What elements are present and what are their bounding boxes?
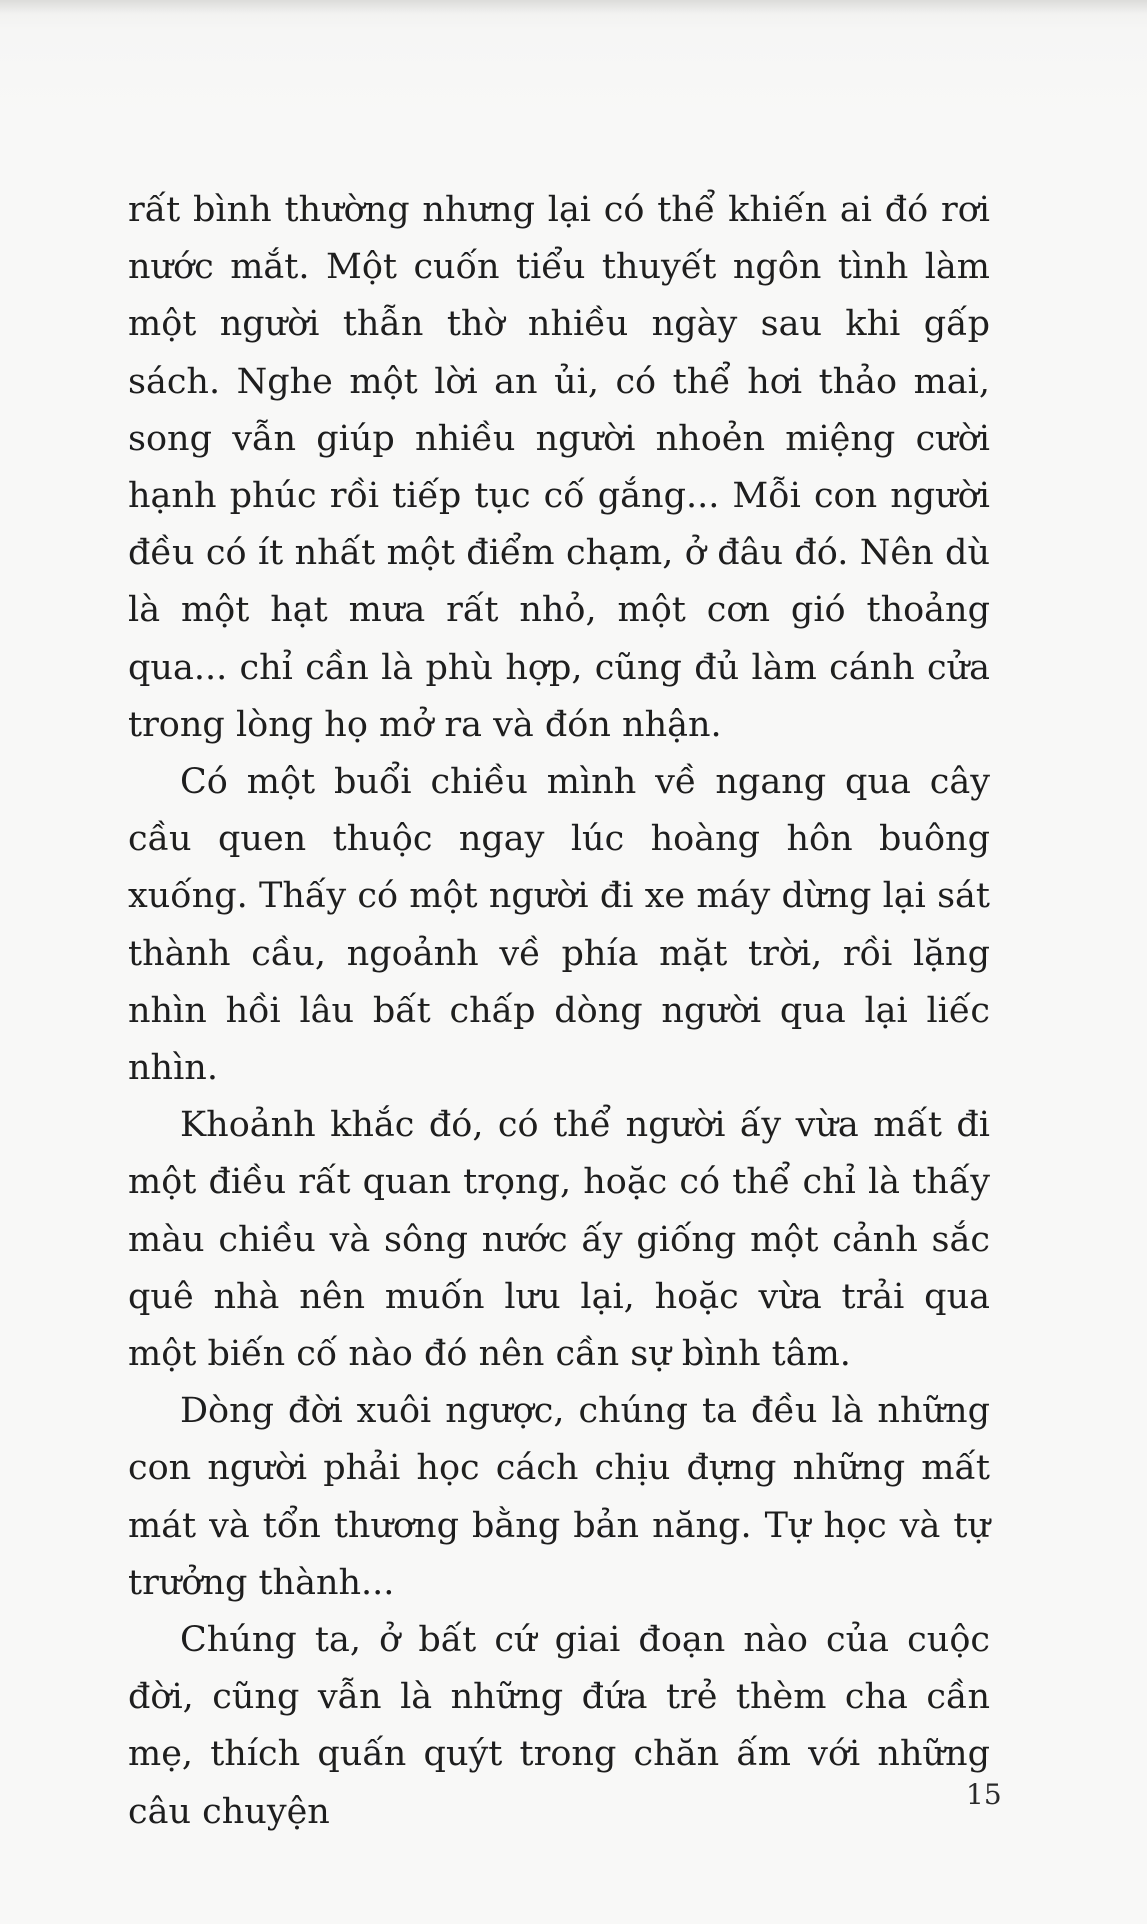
paragraph-4: Dòng đời xuôi ngược, chúng ta đều là những con người phải học cách chịu đựng những mất mát và tổn thương bằng bản năng. Tự học và tự trưởng thành... bbox=[128, 1391, 990, 1603]
paragraph-2: Có một buổi chiều mình về ngang qua cây cầu quen thuộc ngay lúc hoàng hôn buông xuống. Thấy có một người đi xe máy dừng lại sát thành cầu, ngoảnh về phía mặt trời, rồi lặng nhìn hồi lâu bất chấp dòng người qua lại liếc nhìn. bbox=[128, 762, 990, 1089]
paragraph-1: rất bình thường nhưng lại có thể khiến ai đó rơi nước mắt. Một cuốn tiểu thuyết ngôn tình làm một người thẫn thờ nhiều ngày sau khi gấp sách. Nghe một lời an ủi, có thể hơi thảo mai, song vẫn giúp nhiều người nhoẻn miệng cười hạnh phúc rồi tiếp tục cố gắng... Mỗi con người đều có ít nhất một điểm chạm, ở đâu đó. Nên dù là một hạt mưa rất nhỏ, một cơn gió thoảng qua... chỉ cần là phù hợp, cũng đủ làm cánh cửa trong lòng họ mở ra và đón nhận. bbox=[128, 190, 990, 745]
page-top-edge bbox=[0, 0, 1147, 14]
paragraph-5: Chúng ta, ở bất cứ giai đoạn nào của cuộc đời, cũng vẫn là những đứa trẻ thèm cha cần mẹ, thích quấn quýt trong chăn ấm với những câu chuyện bbox=[128, 1620, 990, 1832]
paragraph-3: Khoảnh khắc đó, có thể người ấy vừa mất đi một điều rất quan trọng, hoặc có thể chỉ là thấy màu chiều và sông nước ấy giống một cảnh sắc quê nhà nên muốn lưu lại, hoặc vừa trải qua một biến cố nào đó nên cần sự bình tâm. bbox=[128, 1105, 990, 1375]
page-number: 15 bbox=[966, 1778, 1002, 1811]
body-text bbox=[128, 182, 990, 1841]
